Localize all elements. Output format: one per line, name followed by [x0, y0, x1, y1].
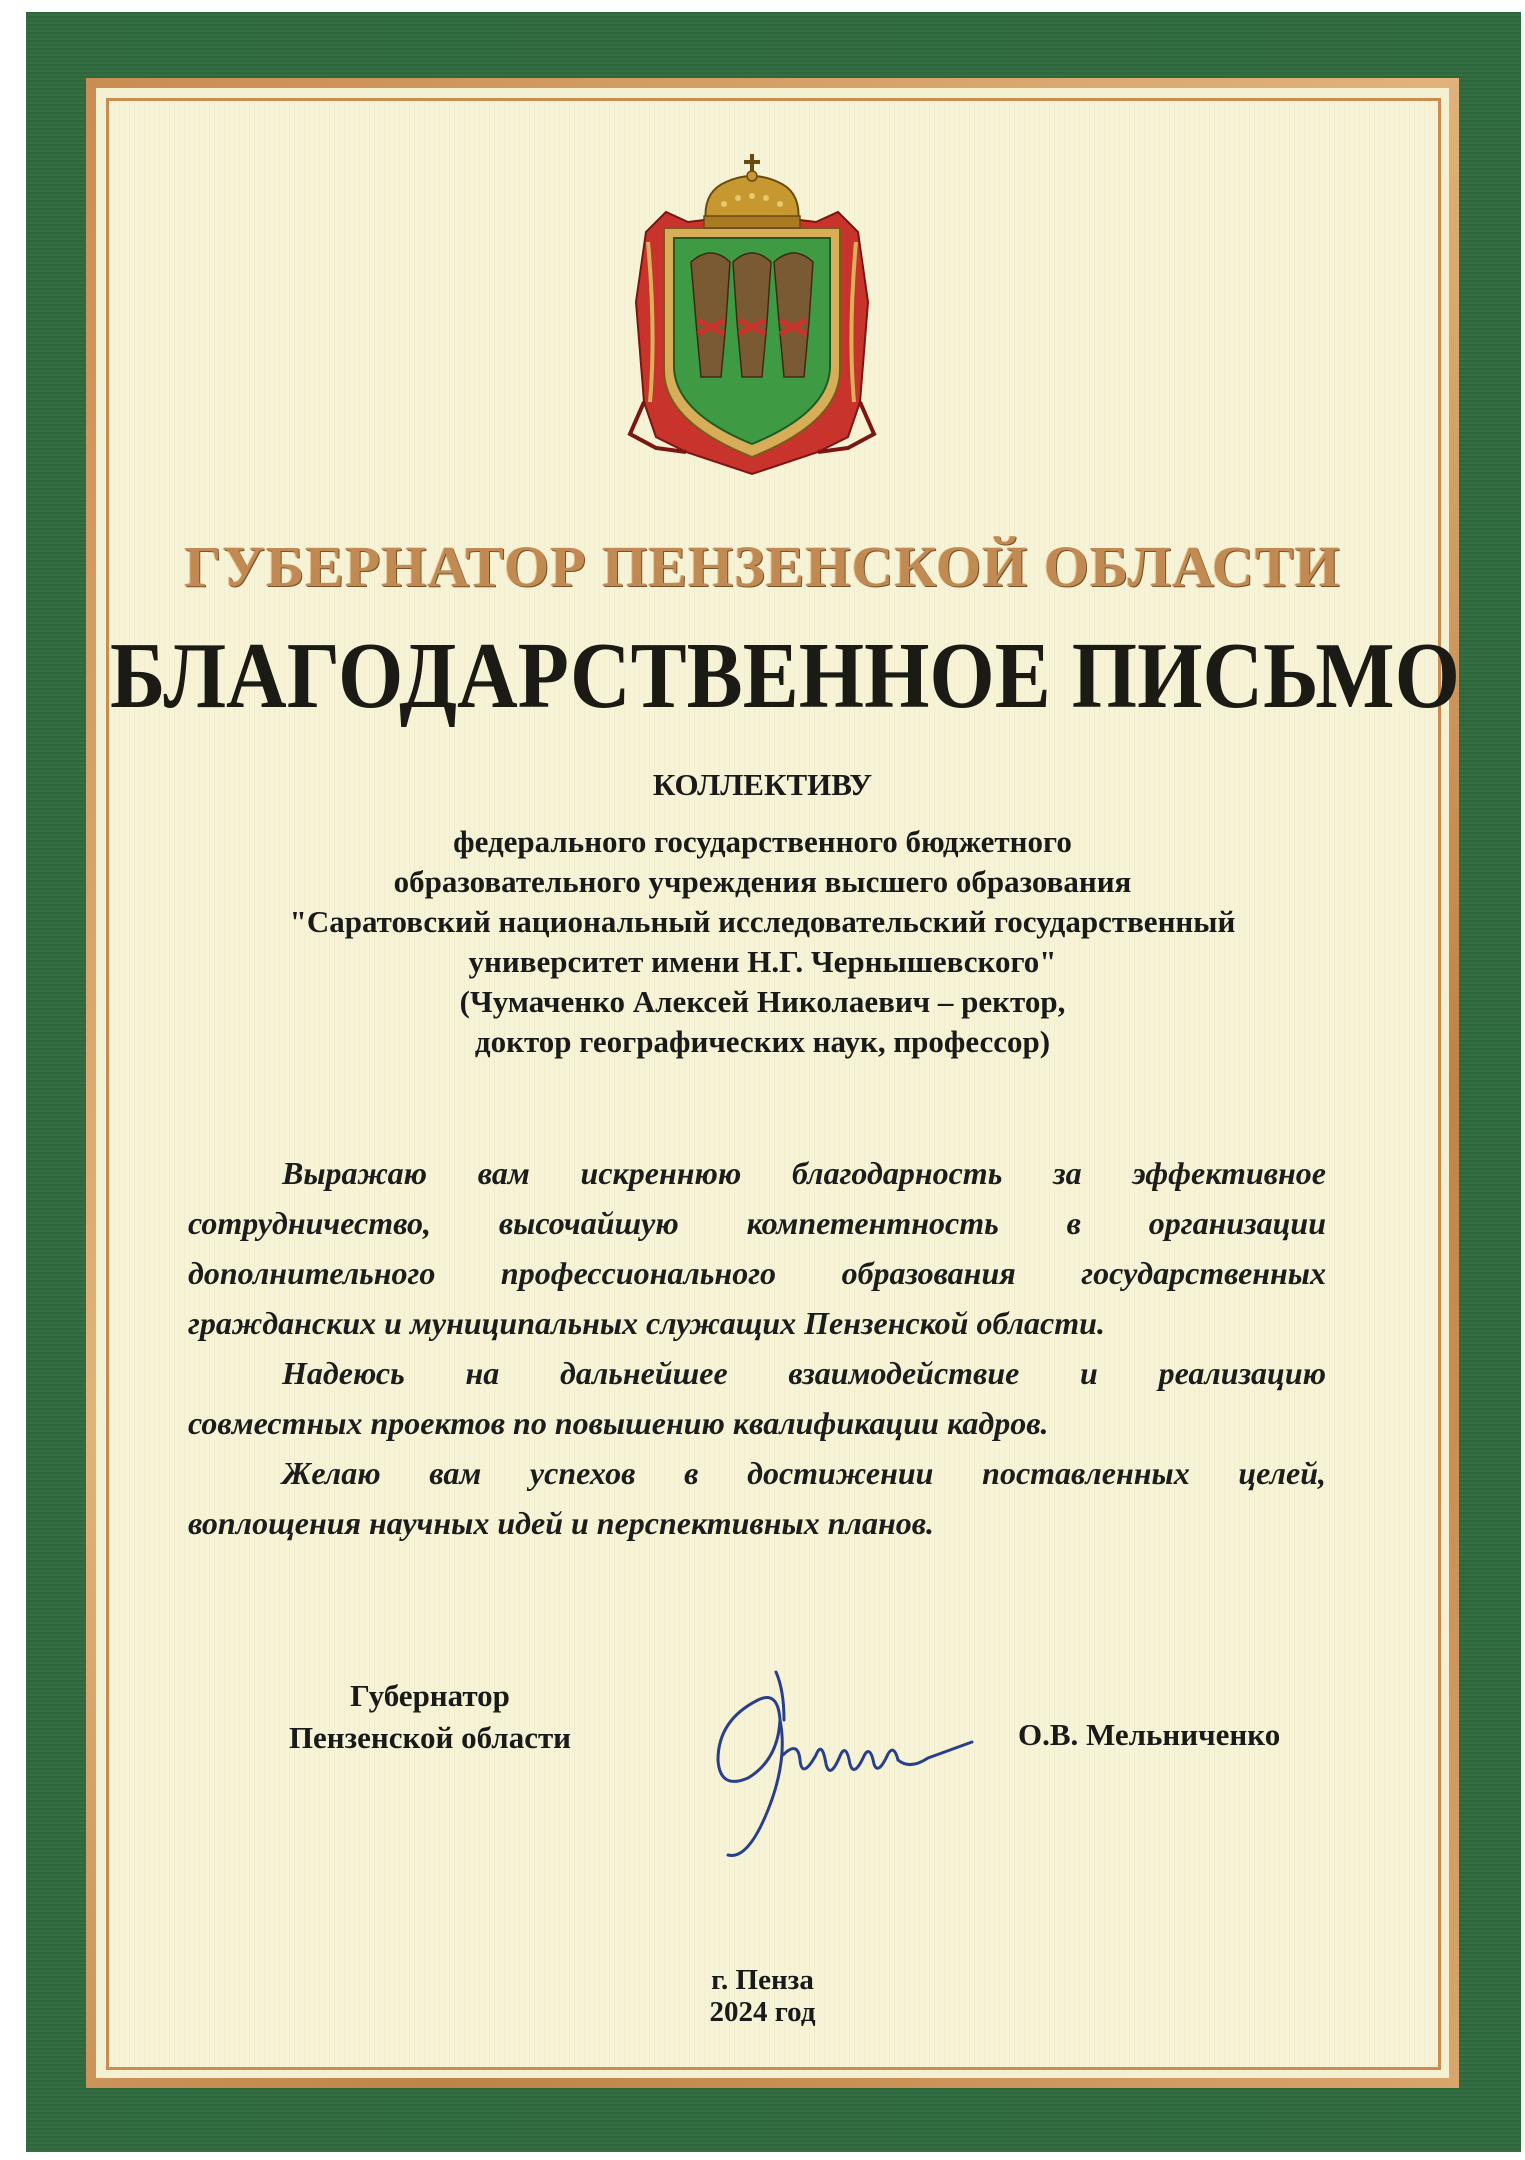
recipient-line: образовательного учреждения высшего образования	[393, 864, 1132, 899]
place-and-date	[600, 1964, 925, 2028]
issuer-title: ГУБЕРНАТОР ПЕНЗЕНСКОЙ ОБЛАСТИ	[184, 534, 1341, 599]
signatory-role-line: Губернатор	[350, 1678, 510, 1713]
letter-body	[188, 1148, 1326, 1548]
body-paragraph-end	[188, 1298, 1326, 1348]
body-paragraph	[188, 1148, 1326, 1298]
body-line: сотрудничество, высочайшую компетентность в организации	[188, 1205, 1326, 1241]
signatory-role	[230, 1675, 630, 1759]
city: г. Пенза	[711, 1964, 814, 1996]
document-title: БЛАГОДАРСТВЕННОЕ ПИСЬМО	[110, 624, 1460, 729]
body-paragraph	[188, 1348, 1326, 1398]
body-paragraph-end	[188, 1398, 1326, 1448]
body-line: дополнительного профессионального образования государственных	[188, 1255, 1326, 1291]
body-line: Надеюсь на дальнейшее взаимодействие и реализацию	[282, 1355, 1326, 1391]
body-paragraph-end	[188, 1498, 1326, 1548]
body-line: совместных проектов по повышению квалификации кадров.	[188, 1405, 1049, 1441]
body-line: гражданских и муниципальных служащих Пензенской области.	[188, 1305, 1105, 1341]
handwritten-signature-icon	[688, 1660, 978, 1870]
recipient-line: университет имени Н.Г. Чернышевского"	[468, 944, 1057, 979]
addressee: КОЛЛЕКТИВУ	[652, 767, 873, 802]
body-paragraph	[188, 1448, 1326, 1498]
recipient-line: доктор географических наук, профессор)	[474, 1024, 1051, 1059]
recipient-line: федерального государственного бюджетного	[453, 824, 1072, 859]
penza-coat-of-arms-icon	[626, 152, 878, 482]
body-line: Желаю вам успехов в достижении поставленных целей,	[282, 1455, 1326, 1491]
year: 2024 год	[709, 1996, 816, 2028]
recipient-line: "Саратовский национальный исследовательский государственный	[289, 904, 1236, 939]
signatory-name: О.В. Мельниченко	[1018, 1717, 1281, 1752]
body-line: Выражаю вам искреннюю благодарность за эффективное	[282, 1155, 1326, 1191]
recipient-organization	[110, 822, 1415, 1062]
body-line: воплощения научных идей и перспективных планов.	[188, 1505, 935, 1541]
recipient-line: (Чумаченко Алексей Николаевич – ректор,	[459, 984, 1066, 1019]
signatory-role-line: Пензенской области	[288, 1720, 572, 1755]
